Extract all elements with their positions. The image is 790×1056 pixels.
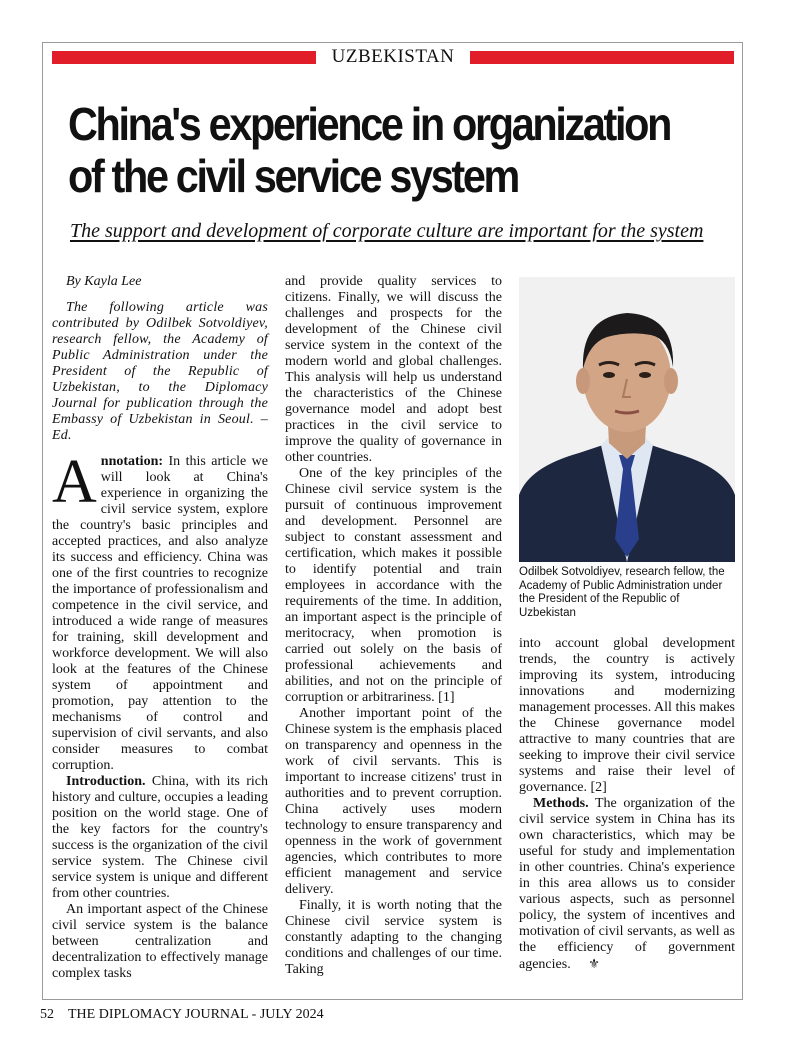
- transparency-paragraph: Another important point of the Chinese system is the emphasis placed on transparency and openness in the work of civil servants. This is important to increase citizens' trust in authorities and to prevent corruption. China actively uses modern technology to ensure transparency and openness in the work of government agencies, which contributes to more efficient management and service delivery.: [285, 706, 502, 897]
- methods-text: The organization of the civil service system in China has its own characteristics, which may be useful for study and implementation in other countries. China's experience in this area allows us to consider various aspects, such as personnel policy, the system of incentives and motivation of civil servants, as well as the efficiency of government agencies.: [519, 796, 735, 972]
- column-2: [285, 274, 502, 978]
- annotation-label: nnotation:: [100, 454, 164, 469]
- section-kicker: UZBEKISTAN: [331, 46, 455, 67]
- editor-note: The following article was contributed by Odilbek Sotvoldiyev, research fellow, the Academy of Public Administration under the President of the Republic of Uzbekistan, to the Diplomacy Journal for publication through the Embassy of Uzbekistan in Seoul. –Ed.: [52, 300, 268, 443]
- annotation-paragraph: [52, 448, 268, 774]
- header-rule-right: [470, 51, 734, 64]
- page-number: 52: [40, 1007, 54, 1022]
- balance-paragraph: An important aspect of the Chinese civil service system is the balance between centralization and decentralization to effectively manage complex tasks: [52, 902, 268, 981]
- portrait-illustration: [519, 277, 735, 562]
- annotation-text: In this article we will look at China's experience in organizing the civil service system, explore the country's basic principles and accepted practices, and also analyze its success and efficiency. China was one of the first countries to recognize the importance of professionalism and competence in the civil service, and introduced a wide range of measures for training, skill development and workforce development. We will also look at the features of the Chinese system of appointment and promotion, pay attention to the mechanisms of control and supervision of civil servants, and also consider measures to combat corruption.: [52, 454, 268, 773]
- column-3: [519, 636, 735, 973]
- finally-paragraph-continued: into account global development trends, the country is actively improving its system, introducing innovations and modernizing management processes. All this makes the Chinese governance model attractive to many countries that are seeking to improve their civil service systems and raise their level of governance. [2]: [519, 636, 735, 795]
- page-footer: [40, 1007, 324, 1023]
- header-rule-left: [52, 51, 316, 64]
- balance-paragraph-continued: and provide quality services to citizens. Finally, we will discuss the challenges and prospects for the development of the Chinese civil service system in the context of the modern world and global challenges. This analysis will help us understand the characteristics of the Chinese governance model and adopt best practices in the civil service to improve the quality of governance in other countries.: [285, 274, 502, 465]
- introduction-label: Introduction.: [66, 774, 146, 789]
- methods-label: Methods.: [533, 796, 589, 811]
- article-subtitle: The support and development of corporate culture are important for the system: [70, 220, 704, 242]
- column-1: [52, 274, 268, 982]
- introduction-paragraph: [52, 774, 268, 902]
- end-mark-icon: ⚜: [588, 956, 600, 971]
- drop-cap: A: [52, 448, 97, 516]
- methods-paragraph: [519, 796, 735, 973]
- principles-paragraph: One of the key principles of the Chinese civil service system is the pursuit of continuous improvement and development. Personnel are subject to constant assessment and certification, which makes it possible to identify potential and train employees in accordance with the requirements of the time. In addition, an important aspect is the principle of meritocracy, when promotion is carried out solely on the basis of professional achievements and abilities, and not on the principle of corruption or arbitrariness. [1]: [285, 466, 502, 705]
- publication-name: THE DIPLOMACY JOURNAL - JULY 2024: [68, 1007, 324, 1022]
- article-title: China's experience in organization of the civil service system: [68, 98, 671, 202]
- photo-caption: Odilbek Sotvoldiyev, research fellow, the Academy of Public Administration under the President of the Republic of Uzbekistan: [519, 566, 725, 619]
- finally-paragraph: Finally, it is worth noting that the Chinese civil service system is constantly adapting to the changing conditions and challenges of our time. Taking: [285, 898, 502, 977]
- byline: By Kayla Lee: [66, 274, 142, 289]
- author-photo: [519, 277, 735, 562]
- introduction-text: China, with its rich history and culture, occupies a leading position on the world stage. One of the key factors for the country's success is the organization of the civil service system. The Chinese civil service system is unique and different from other countries.: [52, 774, 268, 901]
